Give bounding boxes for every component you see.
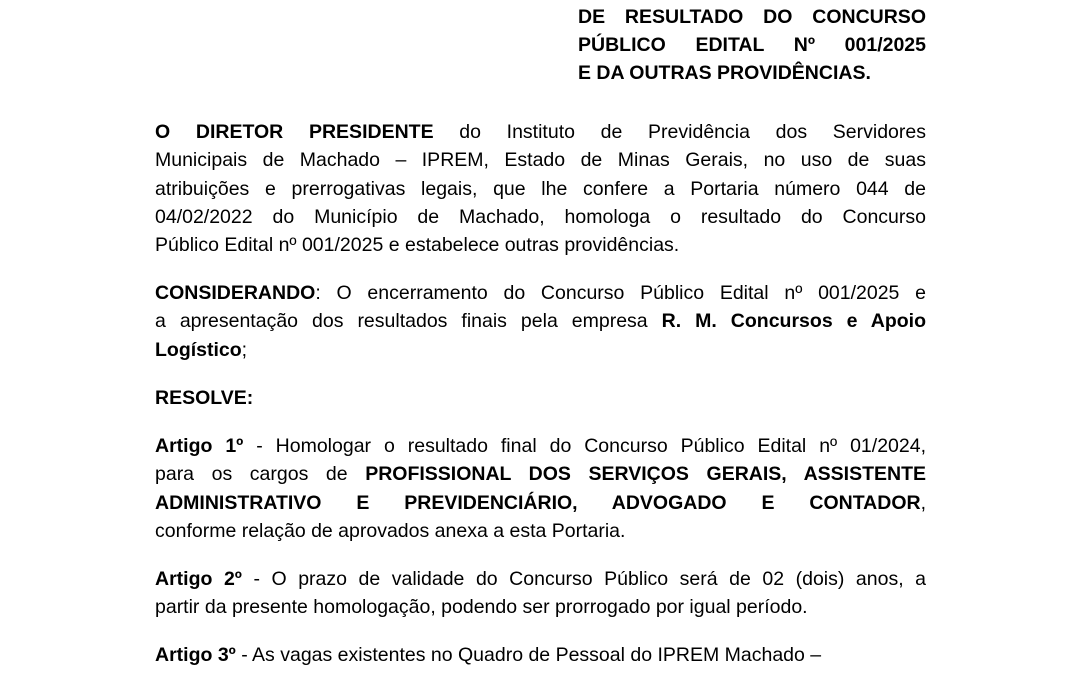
paragraph-line	[155, 231, 926, 259]
paragraph-line	[155, 565, 926, 593]
paragraph-line	[155, 460, 926, 488]
paragraph-line	[155, 517, 926, 545]
body-text: do Instituto de Previdência dos Servidores	[433, 121, 926, 143]
header-title-line: PÚBLICO EDITAL Nº 001/2025	[578, 34, 926, 56]
body-text: - O prazo de validade do Concurso Público será de 02 (dois) anos, a	[241, 568, 926, 590]
body-text: - Homologar o resultado final do Concurso Público Edital nº 01/2024,	[243, 435, 926, 457]
paragraph-line	[155, 175, 926, 203]
body-text: 04/02/2022 do Município de Machado, homologa o resultado do Concurso	[155, 205, 926, 228]
body-text: a apresentação dos resultados finais pela empresa	[155, 310, 662, 333]
paragraph-line	[155, 641, 926, 669]
header-title-line: DE RESULTADO DO CONCURSO	[578, 6, 926, 28]
bold-text: PROFISSIONAL DOS SERVIÇOS GERAIS, ASSISTENTE	[365, 463, 926, 486]
body-text: atribuições e prerrogativas legais, que lhe confere a Portaria número 044 de	[155, 177, 926, 200]
paragraph-line	[155, 489, 926, 517]
body-text: ;	[241, 338, 248, 361]
paragraph-line	[155, 307, 926, 335]
paragraph-line	[155, 279, 926, 307]
bold-text: Logístico	[155, 338, 242, 361]
paragraph-line	[155, 118, 926, 146]
paragraph-line	[155, 384, 926, 412]
body-text: partir da presente homologação, podendo ser prorrogado por igual período.	[155, 596, 808, 619]
body-text: para os cargos de	[155, 463, 366, 486]
bold-text: Artigo 1º	[155, 435, 244, 457]
paragraph-line	[155, 203, 926, 231]
paragraph-line	[155, 593, 926, 621]
paragraph-line	[155, 336, 926, 364]
bold-text: CONSIDERANDO	[155, 282, 316, 304]
bold-text: RESOLVE:	[155, 387, 254, 409]
body-text: conforme relação de aprovados anexa a esta Portaria.	[155, 519, 626, 542]
body-text: ,	[920, 491, 926, 514]
paragraph-line	[155, 432, 926, 460]
bold-text: Artigo 3º	[155, 644, 236, 666]
body-text: Público Edital nº 001/2025 e estabelece outras providências.	[155, 234, 680, 257]
body-text: : O encerramento do Concurso Público Edital nº 001/2025 e	[315, 282, 926, 304]
body-text: Municipais de Machado – IPREM, Estado de Minas Gerais, no uso de suas	[155, 149, 926, 172]
bold-text: ADMINISTRATIVO E PREVIDENCIÁRIO, ADVOGADO E CONTADOR	[155, 491, 921, 514]
bold-text: O DIRETOR PRESIDENTE	[155, 121, 434, 143]
body-text: - As vagas existentes no Quadro de Pessoal do IPREM Machado –	[235, 644, 822, 666]
paragraph-line	[155, 146, 926, 174]
bold-text: R. M. Concursos e Apoio	[661, 310, 926, 333]
bold-text: Artigo 2º	[155, 568, 242, 590]
header-title-line: E DA OUTRAS PROVIDÊNCIAS.	[578, 62, 871, 84]
